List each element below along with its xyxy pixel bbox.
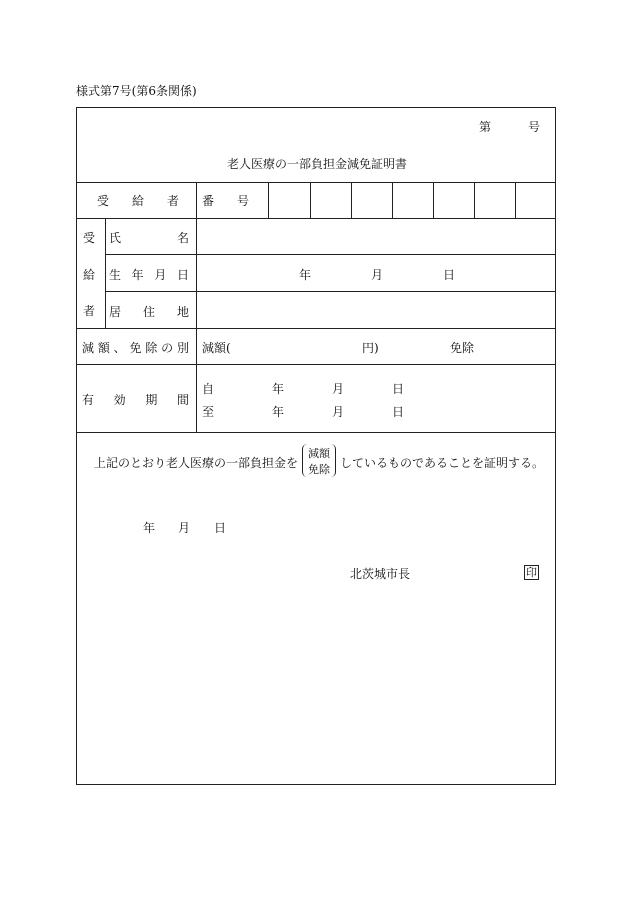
- certification-date-month: 月: [178, 521, 191, 535]
- rule-recipient-number: [76, 218, 556, 219]
- digit-box-divider: [515, 182, 516, 218]
- label-char: 氏: [109, 231, 122, 245]
- label-char: 有: [82, 393, 95, 407]
- label-char: 住: [142, 305, 155, 319]
- reduction-amount-prefix: 減額(: [202, 341, 231, 355]
- exemption-option: 免除: [450, 341, 475, 355]
- reduction-exemption-brace: [302, 444, 336, 477]
- issue-number-suffix: 号: [528, 120, 541, 134]
- rule-dob: [105, 291, 556, 292]
- label-char: 年: [131, 268, 144, 282]
- brace-option-reduction: 減額: [308, 447, 330, 460]
- label-char: 番: [201, 194, 214, 208]
- label-char: 居: [109, 305, 122, 319]
- label-char: 効: [113, 393, 126, 407]
- label-char: 受: [97, 194, 110, 208]
- rule-header: [76, 182, 556, 183]
- validity-period-label: [82, 391, 189, 408]
- label-char: 生: [109, 268, 122, 282]
- validity-to-month: 月: [332, 405, 345, 419]
- label-char: 間: [176, 393, 189, 407]
- digit-box-divider: [392, 182, 393, 218]
- rule-validity: [76, 432, 556, 433]
- digit-box-divider: [474, 182, 475, 218]
- rule-address: [76, 328, 556, 329]
- label-char: 者: [166, 194, 179, 208]
- recipient-group-divider: [105, 218, 106, 328]
- label-char: 減: [82, 341, 95, 355]
- issue-number-prefix: 第: [479, 120, 492, 134]
- recipient-group-char: 給: [83, 268, 96, 282]
- label-column-divider: [196, 182, 197, 432]
- recipient-group-char: 受: [83, 231, 96, 245]
- validity-from-day: 日: [392, 382, 405, 396]
- certification-date-day: 日: [214, 521, 227, 535]
- dob-year: 年: [299, 268, 312, 282]
- brace-option-exemption: 免除: [308, 463, 330, 476]
- dob-label: [109, 266, 189, 283]
- digit-box-divider: [310, 182, 311, 218]
- rule-reduction: [76, 364, 556, 365]
- validity-from-year: 年: [272, 382, 285, 396]
- label-char: 月: [154, 268, 167, 282]
- dob-month: 月: [371, 268, 384, 282]
- label-char: 期: [145, 393, 158, 407]
- name-label: [109, 229, 189, 246]
- digit-box-divider: [433, 182, 434, 218]
- form-title: 老人医療の一部負担金減免証明書: [227, 157, 408, 171]
- validity-to-year: 年: [272, 405, 285, 419]
- validity-to-label: 至: [202, 405, 215, 419]
- reduction-amount-suffix: 円): [362, 341, 379, 355]
- address-label: [109, 303, 189, 320]
- digit-box-divider: [351, 182, 352, 218]
- certification-date-year: 年: [143, 521, 156, 535]
- recipient-group-char: 者: [83, 304, 96, 318]
- digit-box-divider: [268, 182, 269, 218]
- certification-text-before: 上記のとおり老人医療の一部負担金を: [94, 456, 299, 470]
- label-char: 名: [176, 231, 189, 245]
- label-char: 日: [176, 268, 189, 282]
- label-char: 額: [97, 341, 110, 355]
- reduction-exemption-label: [82, 339, 189, 356]
- label-char: 免: [129, 341, 142, 355]
- label-char: 号: [236, 194, 249, 208]
- issuer-name: 北茨城市長: [350, 567, 411, 581]
- rule-name: [105, 254, 556, 255]
- validity-from-month: 月: [332, 382, 345, 396]
- official-seal: 印: [526, 566, 537, 579]
- certification-text-after: しているものであることを証明する。: [340, 456, 545, 470]
- label-char: 別: [176, 341, 189, 355]
- recipient-number-label: [97, 192, 249, 209]
- label-char: 地: [176, 305, 189, 319]
- validity-from-label: 自: [202, 382, 215, 396]
- validity-to-day: 日: [392, 405, 405, 419]
- form-number: 様式第7号(第6条関係): [76, 84, 197, 98]
- label-char: の: [161, 341, 174, 355]
- label-char: 除: [145, 341, 158, 355]
- dob-day: 日: [443, 268, 456, 282]
- label-char: 給: [131, 194, 144, 208]
- label-char: 、: [113, 341, 126, 355]
